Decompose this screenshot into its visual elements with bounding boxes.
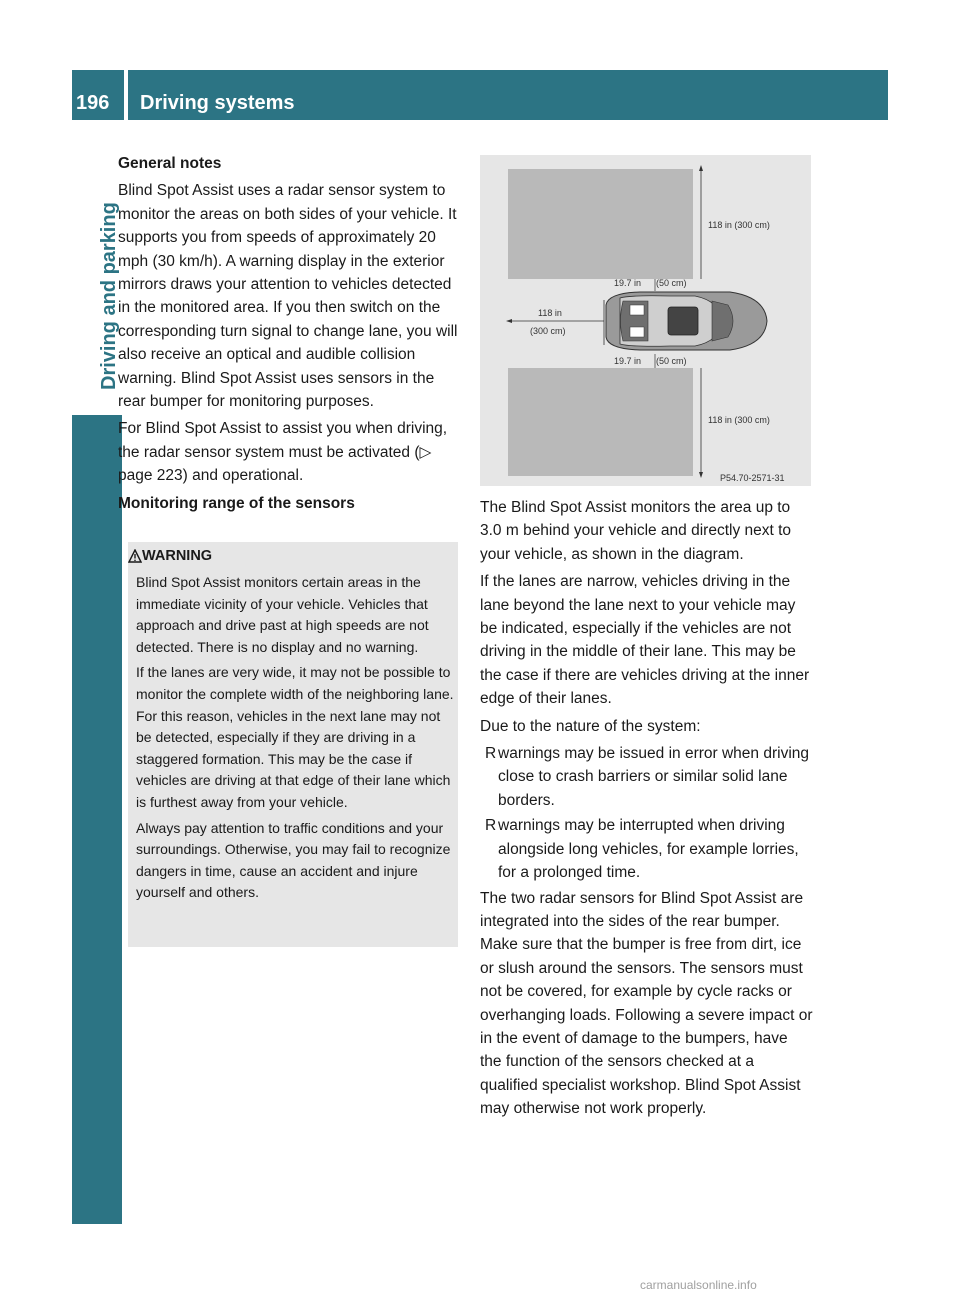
list-item-text: warnings may be issued in error when driving close to crash barriers or similar solid lane borders.	[498, 745, 810, 809]
diagram-svg	[480, 155, 811, 486]
right-column	[480, 496, 813, 1125]
activation-text-end: ) and operational.	[182, 467, 304, 485]
gap-bottom-cm-label: (50 cm)	[656, 356, 687, 366]
watermark: carmanualsonline.info	[640, 1278, 757, 1292]
activation-paragraph	[118, 417, 458, 487]
left-column	[118, 152, 458, 519]
sensor-care-paragraph: The two radar sensors for Blind Spot Assist are integrated into the sides of the rear bumper. Make sure that the bumper is free from dirt, ice or slush around the sensors. The sensors must not be covered, for example by cycle racks or overhanging loads. Following a severe impact or in the event of damage to the bumpers, have the function of the sensors checked at a qualified specialist workshop. Blind Spot Assist may otherwise not work properly.	[480, 889, 813, 1118]
gap-bottom-in-label: 19.7 in	[614, 356, 642, 366]
rear-range-in-label: 118 in	[538, 308, 562, 318]
page-number: 196	[76, 92, 110, 114]
list-item	[480, 742, 813, 812]
gap-top-in-label: 19.7 in	[614, 278, 642, 288]
monitoring-range-diagram	[480, 155, 811, 486]
page-title: Driving systems	[140, 92, 295, 114]
warning-title: WARNING	[142, 548, 213, 564]
bottom-zone-label: 118 in (300 cm)	[708, 415, 770, 425]
narrow-lanes-paragraph: If the lanes are narrow, vehicles driving in the lane beyond the lane next to your vehicle may be indicated, especially if the vehicles are not driving in the middle of their lane. This may be the case if there are vehicles driving at the inner edge of their lanes.	[480, 573, 810, 708]
header-divider	[124, 70, 128, 120]
warning-body	[136, 572, 454, 908]
bottom-monitoring-zone	[508, 368, 693, 476]
general-notes-heading: General notes	[118, 155, 222, 172]
system-nature-paragraph: Due to the nature of the system:	[480, 717, 701, 735]
bullet-marker: R	[485, 745, 497, 763]
warning-paragraph-2: If the lanes are very wide, it may not be possible to monitor the complete width of the neighboring lane. For this reason, vehicles in the next lane may not be detected, especially if they are driving in a staggered formation. This may be the case if vehicles are driving at that edge of their lane which is furthest away from your vehicle.	[136, 664, 454, 810]
top-dimension-arrow	[699, 165, 703, 171]
bullet-marker: R	[485, 817, 497, 835]
warning-paragraph-3: Always pay attention to traffic conditions and your surroundings. Otherwise, you may fail to recognize dangers in time, cause an accident and injure yourself and others.	[136, 819, 451, 901]
warning-triangle-icon	[128, 549, 142, 563]
monitoring-area-paragraph: The Blind Spot Assist monitors the area up to 3.0 m behind your vehicle and directly next to your vehicle, as shown in the diagram.	[480, 499, 792, 563]
monitoring-heading: Monitoring range of the sensors	[118, 494, 355, 512]
top-zone-label: 118 in (300 cm)	[708, 220, 770, 230]
list-item	[480, 814, 813, 884]
page-reference-link[interactable]: ▷ page 223	[118, 443, 432, 485]
system-limitations-list	[480, 742, 813, 884]
figure-code: P54.70-2571-31	[720, 473, 785, 483]
list-item-text: warnings may be interrupted when driving alongside long vehicles, for example lorries, for a prolonged time.	[498, 817, 799, 882]
car-top-view	[606, 292, 767, 350]
section-tab-strip	[72, 415, 122, 1224]
activation-text: For Blind Spot Assist to assist you when driving, the radar sensor system must be activated (	[118, 420, 448, 461]
gap-top-cm-label: (50 cm)	[656, 278, 687, 288]
top-monitoring-zone	[508, 169, 693, 279]
warning-paragraph-1: Blind Spot Assist monitors certain areas in the immediate vicinity of your vehicle. Vehicles that approach and drive past at high speeds are not detected. There is no display and no warning.	[136, 574, 429, 655]
section-tab-label: Driving and parking	[98, 202, 120, 390]
rear-range-cm-label: (300 cm)	[530, 326, 566, 336]
general-notes-paragraph: Blind Spot Assist uses a radar sensor system to monitor the areas on both sides of your vehicle. It supports you from speeds of approximately 20 mph (30 km/h). A warning display in the exterior mirrors draws your attention to vehicles detected in the monitored area. If you then switch on the corresponding turn signal to change lane, you will also receive an optical and audible collision warning. Blind Spot Assist uses sensors in the rear bumper for monitoring purposes.	[118, 182, 458, 411]
bottom-dimension-arrow	[699, 472, 703, 478]
rear-range-arrow	[506, 319, 512, 323]
